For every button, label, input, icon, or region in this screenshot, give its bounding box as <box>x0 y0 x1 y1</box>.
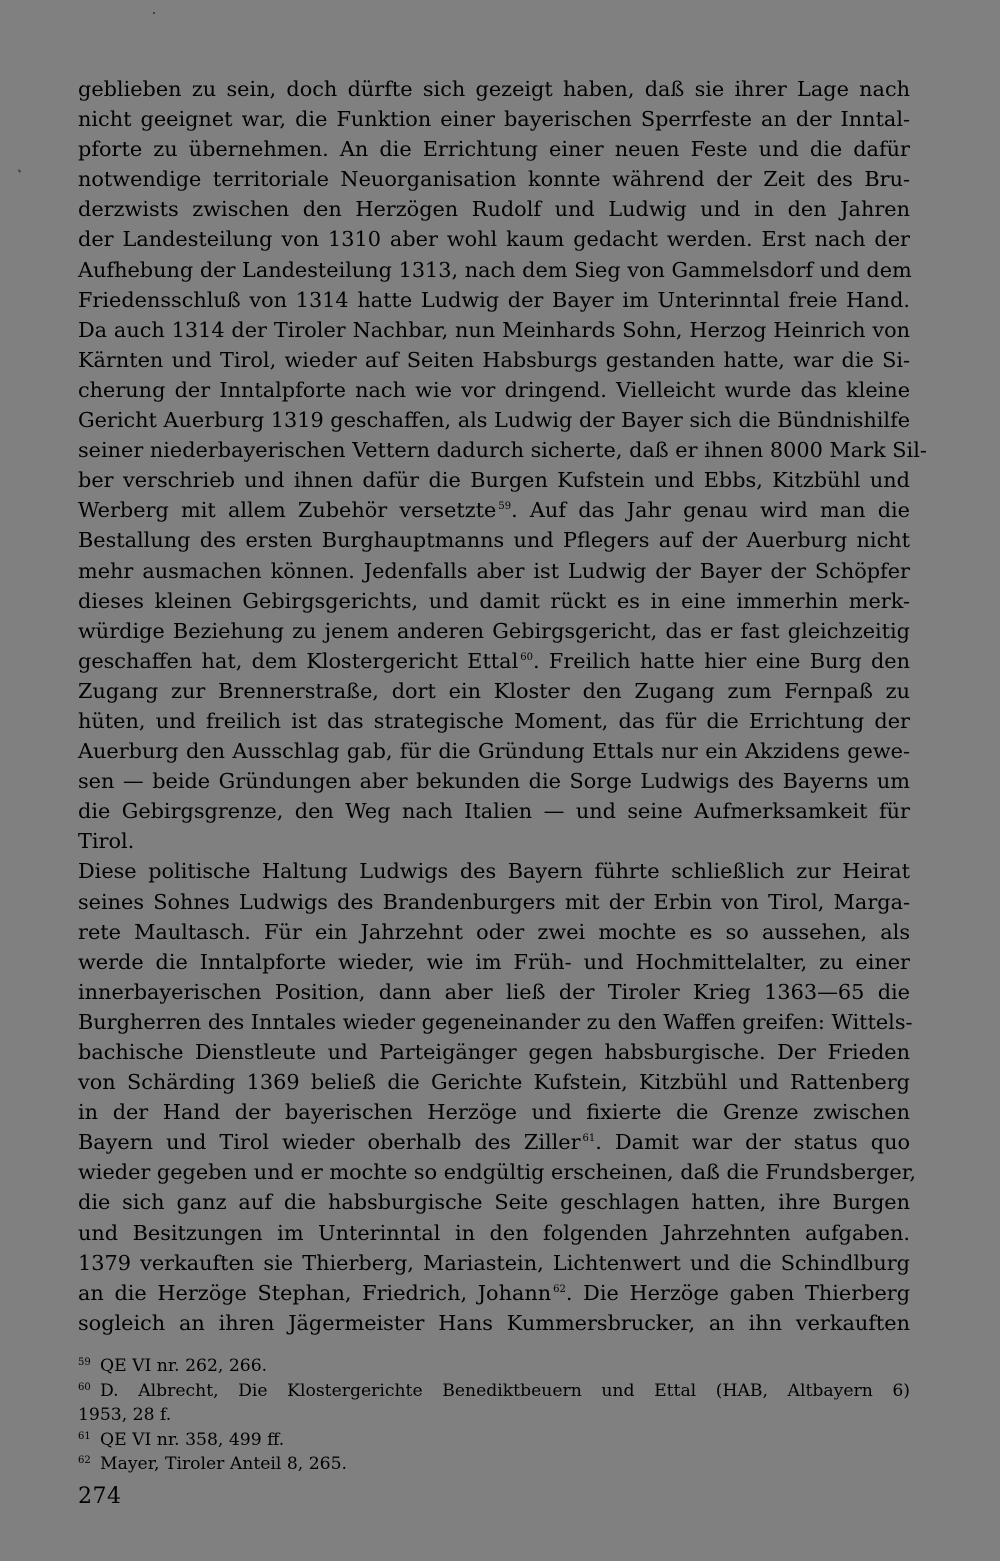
text-line: die Gebirgsgrenze, den Weg nach Italien — und seine Aufmerksamkeit für <box>78 799 910 824</box>
text-line: Da auch 1314 der Tiroler Nachbar, nun Meinhards Sohn, Herzog Heinrich von <box>78 317 910 342</box>
text-line: hüten, und freilich ist das strategische Moment, das für die Errichtung der <box>78 708 910 733</box>
footnote-reference[interactable]: 60 <box>520 651 533 663</box>
text-line: seiner niederbayerischen Vettern dadurch sicherte, daß er ihnen 8000 Mark Sil- <box>78 438 927 463</box>
text-line: geblieben zu sein, doch dürfte sich gezeigt haben, daß sie ihrer Lage nach <box>78 77 910 101</box>
body-text <box>78 74 927 1338</box>
text-line: wieder gegeben und er mochte so endgültig erscheinen, daß die Frundsberger, <box>78 1160 916 1185</box>
footnote-text: D. Albrecht, Die Klostergerichte Benediktbeuern und Ettal (HAB, Altbayern 6) <box>100 1380 910 1401</box>
text-line: seines Sohnes Ludwigs des Brandenburgers mit der Erbin von Tirol, Marga- <box>78 889 910 914</box>
footnote-60: 60 D. Albrecht, Die Klostergerichte Benediktbeuern und Ettal (HAB, Altbayern 6) <box>78 1380 910 1401</box>
text-line: Diese politische Haltung Ludwigs des Bayern führte schließlich zur Heirat <box>78 859 910 884</box>
text-segment: . Auf das Jahr genau wird man die <box>511 498 910 523</box>
text-line: cherung der Inntalpforte nach wie vor dringend. Vielleicht wurde das kleine <box>78 377 910 402</box>
text-line: sen — beide Gründungen aber bekunden die Sorge Ludwigs des Bayerns um <box>78 769 910 794</box>
text-line: in der Hand der bayerischen Herzöge und fixierte die Grenze zwischen <box>78 1100 910 1125</box>
text-line <box>78 1127 910 1157</box>
footnote-59: 59 QE VI nr. 262, 266. <box>78 1356 268 1376</box>
footnote-reference[interactable]: 62 <box>553 1283 566 1295</box>
text-line: bachische Dienstleute und Parteigänger gegen habsburgische. Der Frieden <box>78 1040 910 1064</box>
text-line: Kärnten und Tirol, wieder auf Seiten Habsburgs gestanden hatte, war die Si- <box>78 347 910 372</box>
text-line: der Landesteilung von 1310 aber wohl kaum gedacht werden. Erst nach der <box>78 227 910 252</box>
scan-speck <box>18 169 22 172</box>
text-segment: . Die Herzöge gaben Thierberg <box>565 1280 911 1305</box>
text-line: derzwists zwischen den Herzögen Rudolf und Ludwig und in den Jahren <box>78 197 910 222</box>
text-line: innerbayerischen Position, dann aber ließ der Tiroler Krieg 1363—65 die <box>78 979 910 1004</box>
text-line: Auerburg den Ausschlag gab, für die Gründung Ettals nur ein Akzidens gewe- <box>78 739 910 764</box>
scan-speck <box>153 12 155 14</box>
text-segment: Bayern und Tirol wieder oberhalb des Ziller <box>78 1130 581 1155</box>
text-line: die sich ganz auf die habsburgische Seite geschlagen hatten, ihre Burgen <box>78 1190 910 1215</box>
footnote-text: QE VI nr. 358, 499 ff. <box>100 1429 285 1450</box>
text-segment: an die Herzöge Stephan, Friedrich, Johann <box>78 1280 552 1305</box>
text-line: nicht geeignet war, die Funktion einer bayerischen Sperrfeste an der Inntal- <box>78 107 910 132</box>
text-line: rete Maultasch. Für ein Jahrzehnt oder zwei mochte es so aussehen, als <box>78 919 910 944</box>
text-segment: geschaffen hat, dem Klostergericht Ettal <box>78 648 519 673</box>
footnote-reference[interactable]: 61 <box>582 1133 596 1145</box>
footnote-text: QE VI nr. 262, 266. <box>100 1356 268 1376</box>
text-segment: Werberg mit allem Zubehör versetzte <box>78 498 497 523</box>
text-line: Bestallung des ersten Burghauptmanns und Pflegers auf der Auerburg nicht <box>78 528 910 553</box>
footnote-62: 62 Mayer, Tiroler Anteil 8, 265. <box>78 1454 348 1474</box>
footnote-text: Mayer, Tiroler Anteil 8, 265. <box>100 1454 348 1474</box>
text-line: pforte zu übernehmen. An die Errichtung einer neuen Feste und die dafür <box>78 137 910 162</box>
text-line <box>78 1278 910 1308</box>
text-line: ber verschrieb und ihnen dafür die Burgen Kufstein und Ebbs, Kitzbühl und <box>78 468 910 493</box>
text-line: Gericht Auerburg 1319 geschaffen, als Ludwig der Bayer sich die Bündnishilfe <box>78 408 911 433</box>
text-line: 1379 verkauften sie Thierberg, Mariastein, Lichtenwert und die Schindlburg <box>78 1250 910 1275</box>
text-line <box>78 495 910 525</box>
text-segment: . Damit war der status quo <box>595 1130 910 1155</box>
text-line: Burgherren des Inntales wieder gegeneinander zu den Waffen greifen: Wittels- <box>78 1009 913 1034</box>
text-line: und Besitzungen im Unterinntal in den folgenden Jahrzehnten aufgaben. <box>78 1220 910 1245</box>
text-line: sogleich an ihren Jägermeister Hans Kummersbrucker, an ihn verkauften <box>78 1310 910 1335</box>
text-line: Aufhebung der Landesteilung 1313, nach dem Sieg von Gammelsdorf und dem <box>78 257 912 282</box>
footnotes <box>78 1354 910 1477</box>
text-line: dieses kleinen Gebirgsgerichts, und damit rückt es in eine immerhin merk- <box>78 588 910 613</box>
text-line: notwendige territoriale Neuorganisation konnte während der Zeit des Bru- <box>78 167 910 192</box>
text-line: werde die Inntalpforte wieder, wie im Früh- und Hochmittelalter, zu einer <box>78 949 910 974</box>
footnote-reference[interactable]: 59 <box>498 501 512 513</box>
text-line: würdige Beziehung zu jenem anderen Gebirgsgericht, das er fast gleichzeitig <box>78 618 910 643</box>
text-line: Friedensschluß von 1314 hatte Ludwig der Bayer im Unterinntal freie Hand. <box>78 287 910 312</box>
footnote-61: 61 QE VI nr. 358, 499 ff. <box>78 1429 285 1450</box>
text-line <box>78 646 910 676</box>
text-line: mehr ausmachen können. Jedenfalls aber ist Ludwig der Bayer der Schöpfer <box>78 558 910 583</box>
footnote-60-continuation: 1953, 28 f. <box>78 1405 172 1425</box>
text-line: von Schärding 1369 beließ die Gerichte Kufstein, Kitzbühl und Rattenberg <box>78 1070 910 1095</box>
page-number: 274 <box>78 1484 122 1509</box>
text-line: Zugang zur Brennerstraße, dort ein Kloster den Zugang zum Fernpaß zu <box>78 678 910 703</box>
text-segment: . Freilich hatte hier eine Burg den <box>532 648 910 673</box>
text-line: Tirol. <box>78 829 135 854</box>
